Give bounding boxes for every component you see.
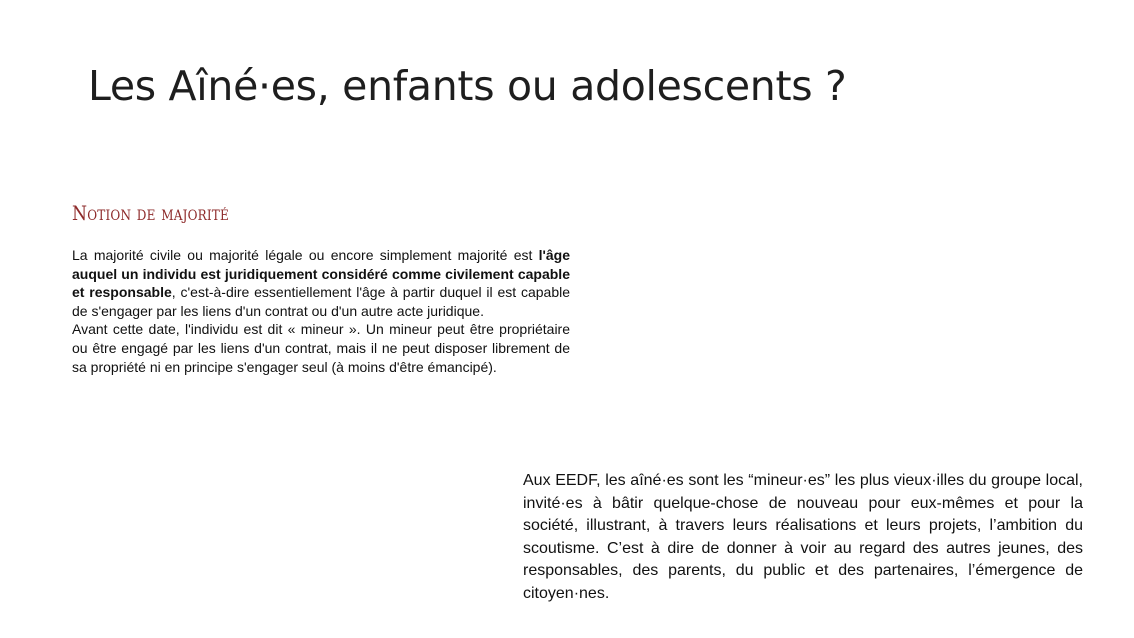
majorite-definition: [72, 246, 570, 376]
definition-bold-text: l'âge auquel un individu est juridiquement considéré comme civilement capable et responsable: [72, 247, 570, 301]
definition-paragraph-1: [72, 246, 570, 320]
section-heading-majorite: Notion de majorité: [72, 201, 229, 225]
definition-paragraph-2: Avant cette date, l'individu est dit « mineur ». Un mineur peut être propriétaire ou être engagé par les liens d'un contrat, mais il ne peut disposer librement de sa propriété ni en principe s'engager seul (à moins d'être émancipé).: [72, 321, 570, 375]
definition-text-start: La majorité civile ou majorité légale ou encore simplement majorité est: [72, 247, 539, 263]
definition-text-end: , c'est-à-dire essentiellement l'âge à partir duquel il est capable de s'engager par les liens d'un contrat ou d'un autre acte juridique.: [72, 284, 570, 319]
eedf-aines-paragraph: Aux EEDF, les aîné·es sont les “mineur·es” les plus vieux·illes du groupe local, invité·es à bâtir quelque-chose de nouveau pour eux-mêmes et pour la société, illustrant, à travers leurs réalisations et leurs projets, l’ambition du scoutisme. C’est à dire de donner à voir au regard des autres jeunes, des responsables, des parents, du public et des partenaires, l’émergence de citoyen·nes.: [523, 472, 1083, 602]
slide-title: Les Aîné·es, enfants ou adolescents ?: [88, 62, 847, 110]
